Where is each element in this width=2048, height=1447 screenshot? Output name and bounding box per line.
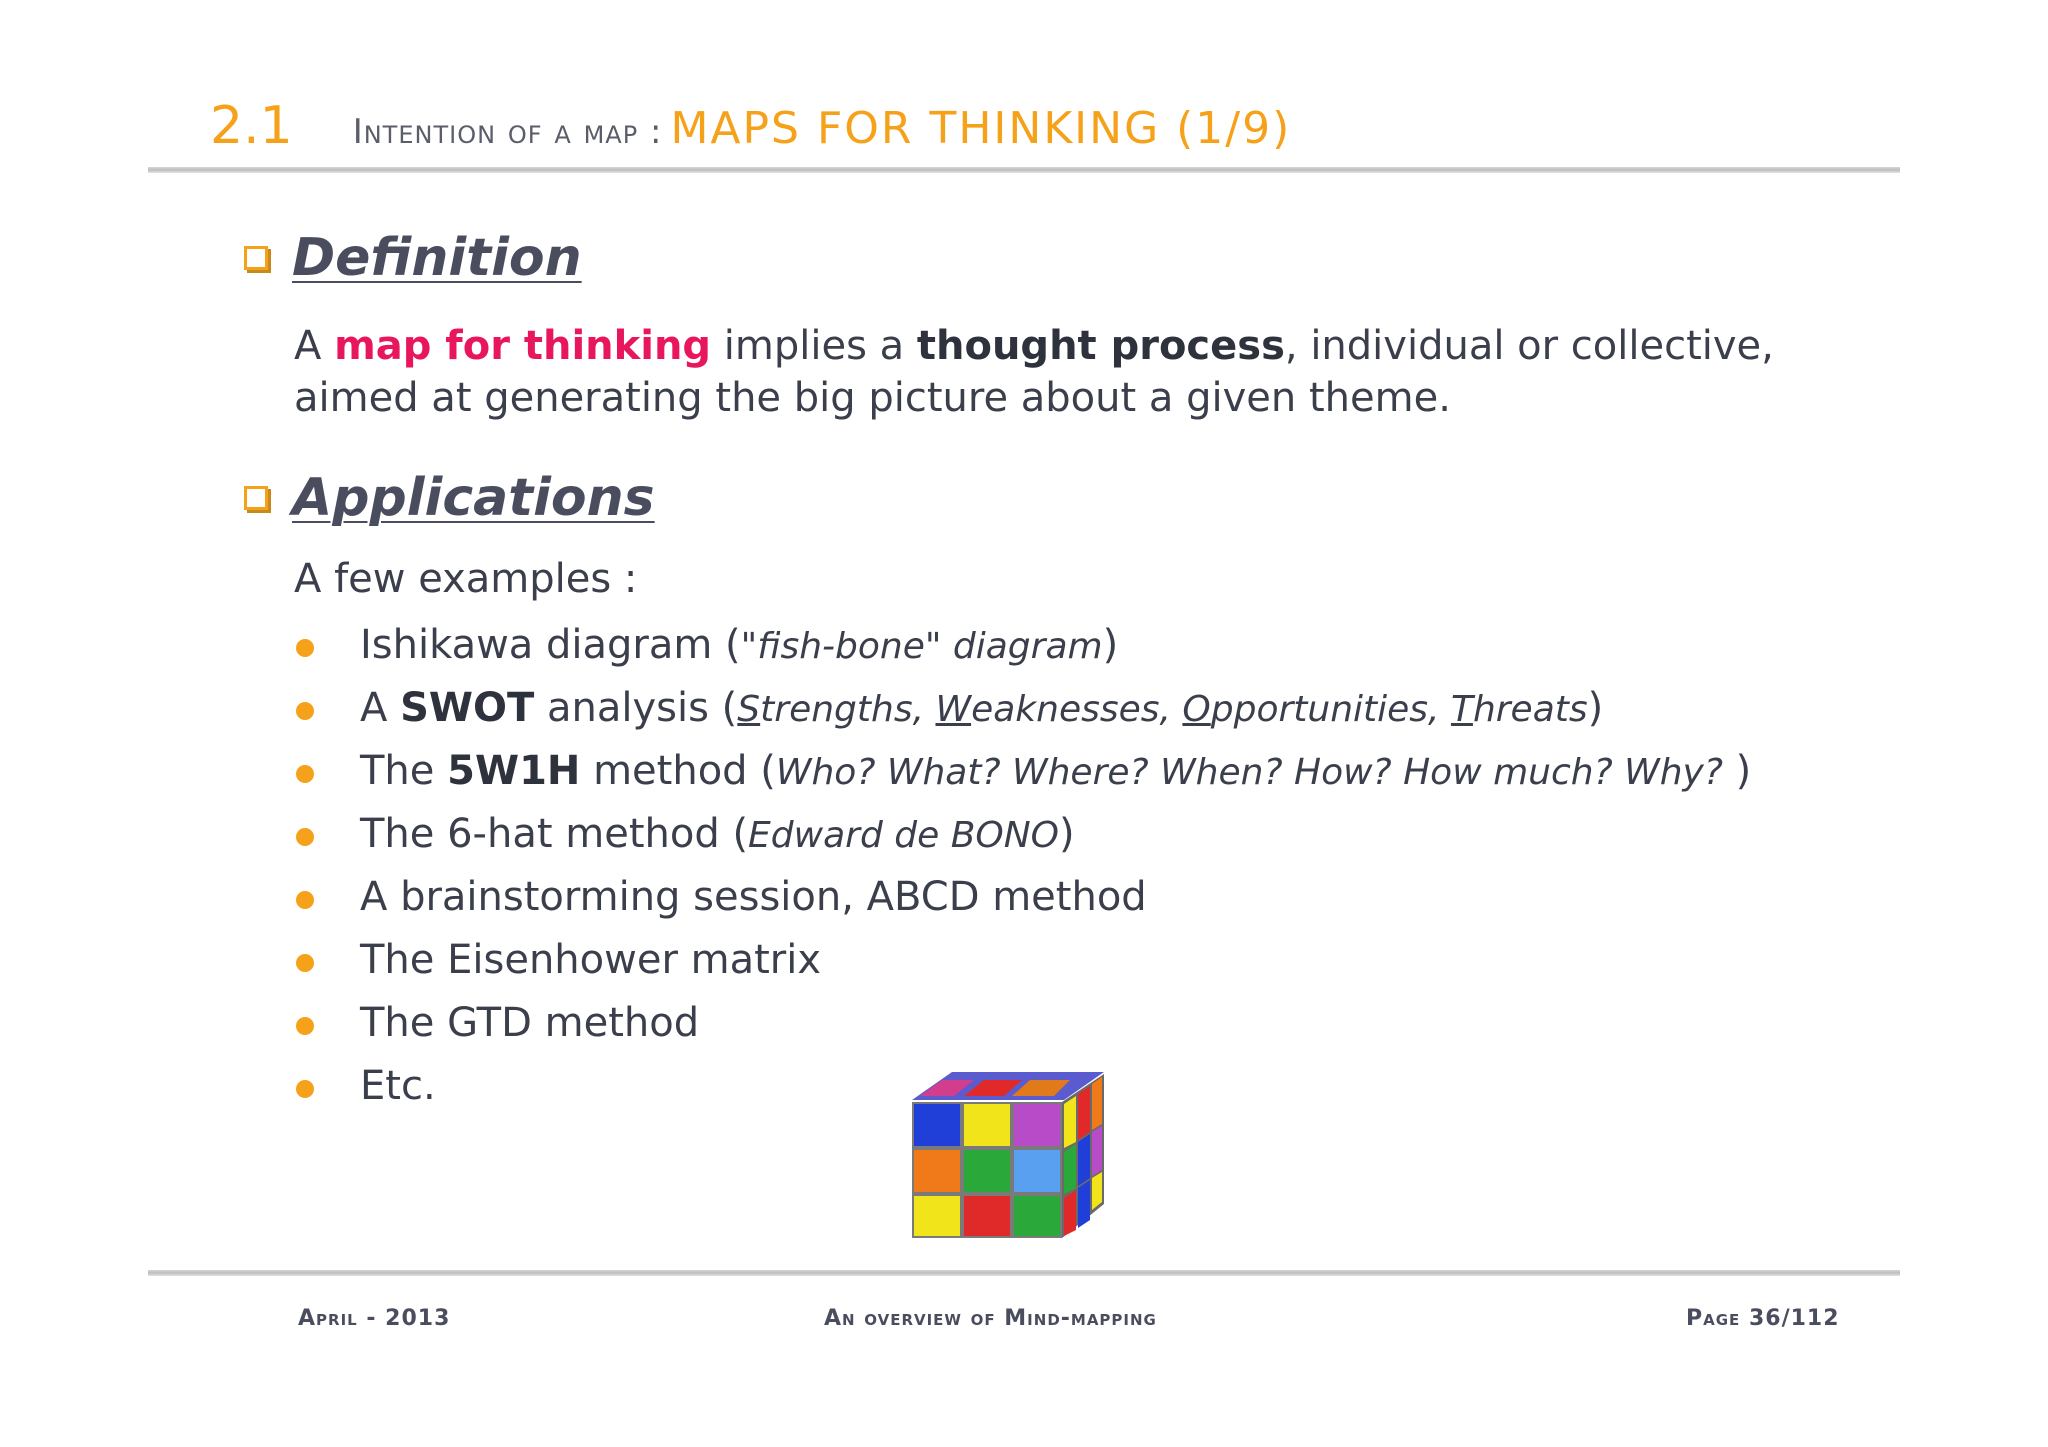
footer-divider bbox=[148, 1270, 1900, 1276]
bullet-dot-icon bbox=[296, 702, 314, 720]
item-text: The GTD method bbox=[360, 1000, 700, 1046]
swot-w-rest: eaknesses, bbox=[971, 689, 1183, 730]
applications-intro: A few examples : bbox=[294, 556, 638, 602]
footer-page: Page 36/112 bbox=[1686, 1306, 1840, 1331]
item-text-mid: analysis ( bbox=[534, 685, 738, 731]
checkbox-bullet-icon bbox=[244, 246, 268, 270]
item-text-post: ) bbox=[1587, 685, 1604, 731]
bullet-dot-icon bbox=[296, 828, 314, 846]
footer-date: April - 2013 bbox=[298, 1306, 451, 1331]
bullet-dot-icon bbox=[296, 765, 314, 783]
swot-o-rest: pportunities, bbox=[1210, 689, 1451, 730]
slide-title bbox=[210, 96, 1291, 156]
swot-s-rest: trengths, bbox=[760, 689, 936, 730]
item-italic: "fish-bone" diagram bbox=[740, 626, 1103, 667]
item-bold: 5W1H bbox=[447, 748, 581, 794]
item-bold: SWOT bbox=[400, 685, 535, 731]
swot-t-rest: hreats bbox=[1472, 689, 1588, 730]
item-text: Ishikawa diagram ( bbox=[360, 622, 741, 668]
swot-t: T bbox=[1450, 689, 1473, 730]
applications-heading-text: Applications bbox=[292, 468, 655, 528]
item-text-post: ) bbox=[1722, 748, 1752, 794]
definition-text-a: A bbox=[294, 323, 335, 369]
applications-heading bbox=[244, 468, 655, 528]
item-text: The bbox=[360, 748, 448, 794]
item-text-post: ) bbox=[1102, 622, 1119, 668]
definition-highlight: map for thinking bbox=[334, 323, 712, 369]
footer-title: An overview of Mind-mapping bbox=[824, 1306, 1157, 1331]
section-number: 2.1 bbox=[210, 96, 293, 156]
bullet-dot-icon bbox=[296, 1017, 314, 1035]
item-italic: Edward de BONO bbox=[748, 815, 1059, 856]
definition-bold: thought process bbox=[916, 323, 1285, 369]
rubiks-cube-icon bbox=[912, 1070, 1104, 1238]
title-main: MAPS FOR THINKING (1/9) bbox=[670, 103, 1292, 154]
swot-w: W bbox=[935, 689, 972, 730]
bullet-dot-icon bbox=[296, 891, 314, 909]
definition-heading-text: Definition bbox=[292, 228, 582, 288]
item-text: The Eisenhower matrix bbox=[360, 937, 821, 983]
bullet-dot-icon bbox=[296, 954, 314, 972]
item-text: A bbox=[360, 685, 401, 731]
item-text-post: ) bbox=[1059, 811, 1075, 857]
definition-paragraph bbox=[294, 320, 1834, 424]
header-divider bbox=[148, 167, 1900, 173]
item-text: A brainstorming session, ABCD method bbox=[360, 874, 1147, 920]
definition-text-c: , individual or collective, aimed at generating the big picture about a given theme. bbox=[294, 323, 1774, 421]
swot-o: O bbox=[1182, 689, 1211, 730]
definition-text-b: implies a bbox=[711, 323, 917, 369]
bullet-dot-icon bbox=[296, 1080, 314, 1098]
item-text: The 6-hat method ( bbox=[360, 811, 749, 857]
swot-s: S bbox=[737, 689, 761, 730]
checkbox-bullet-icon bbox=[244, 486, 268, 510]
item-text-mid: method ( bbox=[580, 748, 776, 794]
title-prefix: Intention of a map : bbox=[352, 112, 663, 152]
bullet-dot-icon bbox=[296, 639, 314, 657]
item-text: Etc. bbox=[360, 1063, 436, 1109]
definition-heading bbox=[244, 228, 582, 288]
item-italic: Who? What? Where? When? How? How much? Why? bbox=[775, 752, 1723, 793]
